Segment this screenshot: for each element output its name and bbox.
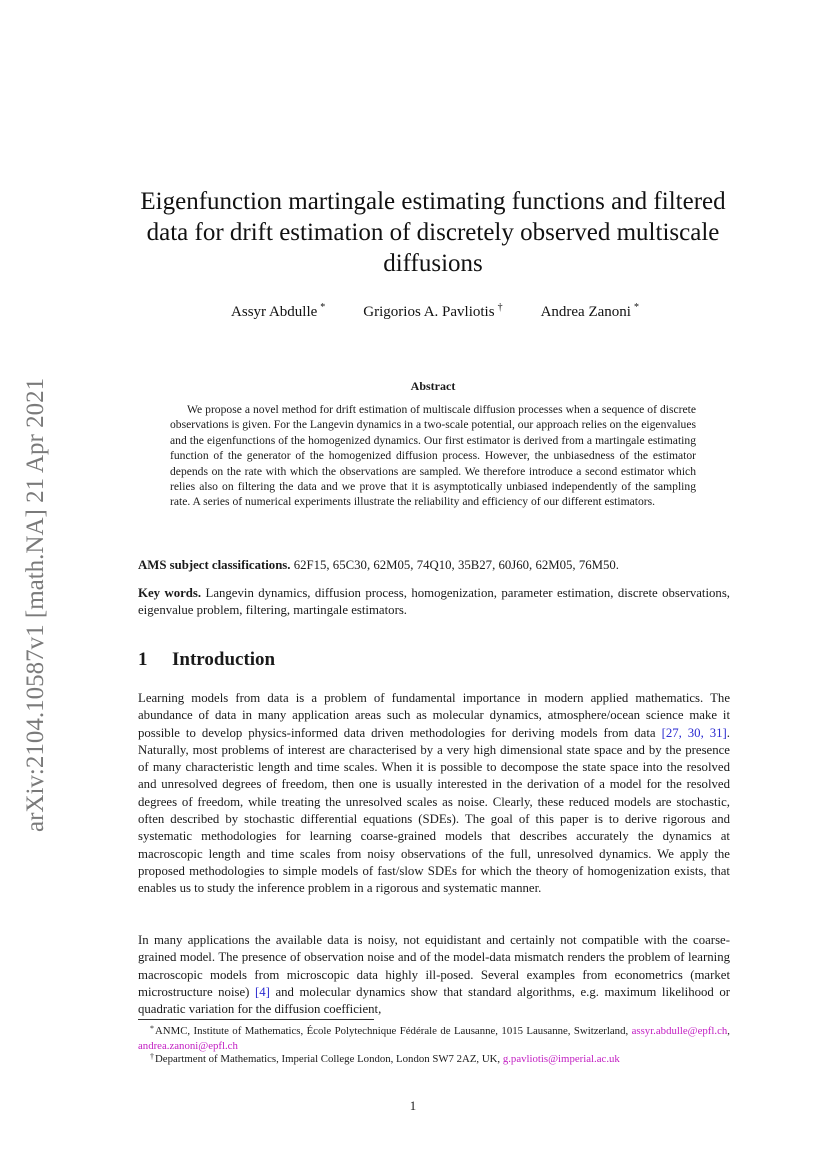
author-affiliation-mark: * bbox=[320, 302, 326, 313]
abstract-heading: Abstract bbox=[410, 379, 456, 393]
ams-label: AMS subject classifications. bbox=[138, 558, 291, 572]
author-abdulle bbox=[231, 302, 325, 322]
footnote-separator: , bbox=[727, 1025, 730, 1037]
abstract-text: We propose a novel method for drift estimation of multiscale diffusion processes when a sequence of discrete observations is given. For the Langevin dynamics in a two-scale potential, our approach relies on the eigenvalues and the eigenfunctions of the homogenized dynamics. Our first estimator is derived from a martingale estimating function of the generator of the homogenized diffusion process. However, the unbiasedness of the estimator depends on the rate with which the observations are sampled. We therefore introduce a second estimator which relies also on filtering the data and we prove that it is asymptotically unbiased independently of the sampling rate. A series of numerical experiments illustrate the reliability and efficiency of our different estimators. bbox=[170, 403, 696, 509]
ams-value: 62F15, 65C30, 62M05, 74Q10, 35B27, 60J60, 62M05, 76M50. bbox=[293, 558, 619, 572]
author-list bbox=[140, 302, 730, 322]
footnote-mark: * bbox=[150, 1024, 154, 1033]
author-zanoni bbox=[541, 302, 639, 322]
paper-title: Eigenfunction martingale estimating functions and filtered data for drift estimation of discretely observed multiscale diffusions bbox=[140, 188, 726, 277]
section-heading bbox=[138, 648, 730, 672]
footnote-divider bbox=[138, 1019, 374, 1020]
author-affiliation-mark: † bbox=[497, 302, 503, 313]
paragraph-text: Learning models from data is a problem of fundamental importance in modern applied mathematics. The abundance of data in many application areas such as molecular dynamics, atmosphere/ocean science make it possible to develop physics-informed data driven methodologies for deriving models from data bbox=[138, 691, 730, 740]
email-link-zanoni[interactable]: andrea.zanoni@epfl.ch bbox=[138, 1039, 238, 1052]
footnote-text: ANMC, Institute of Mathematics, École Polytechnique Fédérale de Lausanne, 1015 Lausanne, Switzerland, bbox=[155, 1025, 629, 1037]
author-pavliotis bbox=[363, 302, 502, 322]
intro-paragraph-2 bbox=[138, 932, 730, 1018]
author-name: Assyr Abdulle bbox=[231, 304, 318, 320]
footnote-affiliation-imperial bbox=[138, 1052, 730, 1067]
paragraph-text: and molecular dynamics show that standard algorithms, e.g. maximum likelihood or quadratic variation for the diffusion coefficient, bbox=[138, 984, 730, 1017]
section-number: 1 bbox=[138, 649, 148, 670]
intro-paragraph-1 bbox=[138, 690, 730, 898]
section-title: Introduction bbox=[172, 649, 276, 670]
paragraph-text: . Naturally, most problems of interest are characterised by a very high dimensional state space and by the presence of many characteristic length and time scales. When it is possible to decompose the state space into the resolved and unresolved degrees of freedom, then one is usually interested in the derivation of a model for the resolved degrees of freedom, while treating the unresolved scales as noise. Clearly, these reduced models are stochastic, often described by stochastic differential equations (SDEs). The goal of this paper is to derive rigorous and systematic methodologies for learning coarse-grained models that describes accurately the dynamics at macroscopic length and time scales from noisy observations of the full, unresolved dynamics. We apply the proposed methodologies to simple models of fast/slow SDEs for which the theory of homogenization exists, that enables us to study the inference problem in a rigorous and systematic manner. bbox=[138, 725, 730, 896]
keywords-value: Langevin dynamics, diffusion process, homogenization, parameter estimation, discrete observations, eigenvalue problem, filtering, martingale estimators. bbox=[138, 586, 731, 617]
footnote-affiliation-epfl bbox=[138, 1024, 730, 1053]
citation-link[interactable]: [27, 30, 31] bbox=[661, 725, 727, 740]
keywords bbox=[138, 585, 730, 619]
author-name: Grigorios A. Pavliotis bbox=[363, 304, 495, 320]
author-affiliation-mark: * bbox=[633, 302, 639, 313]
page-number: 1 bbox=[409, 1099, 417, 1113]
ams-classifications bbox=[138, 557, 730, 574]
email-link-pavliotis[interactable]: g.pavliotis@imperial.ac.uk bbox=[502, 1053, 620, 1065]
email-link-abdulle[interactable]: assyr.abdulle@epfl.ch bbox=[631, 1025, 728, 1037]
paragraph-text: In many applications the available data is noisy, not equidistant and certainly not compatible with the coarse-grained model. The presence of observation noise and of the model-data mismatch renders the problem of learning macroscopic models from microscopic data highly ill-posed. Several examples from econometrics (market microstructure noise) bbox=[138, 933, 730, 999]
footnote-text: Department of Mathematics, Imperial College London, London SW7 2AZ, UK, bbox=[155, 1053, 503, 1065]
arxiv-identifier: arXiv:2104.10587v1 [math.NA] 21 Apr 2021 bbox=[22, 377, 49, 832]
footnote-mark: † bbox=[150, 1052, 154, 1061]
author-name: Andrea Zanoni bbox=[540, 304, 631, 320]
citation-link[interactable]: [4] bbox=[254, 984, 270, 999]
keywords-label: Key words. bbox=[138, 586, 202, 600]
